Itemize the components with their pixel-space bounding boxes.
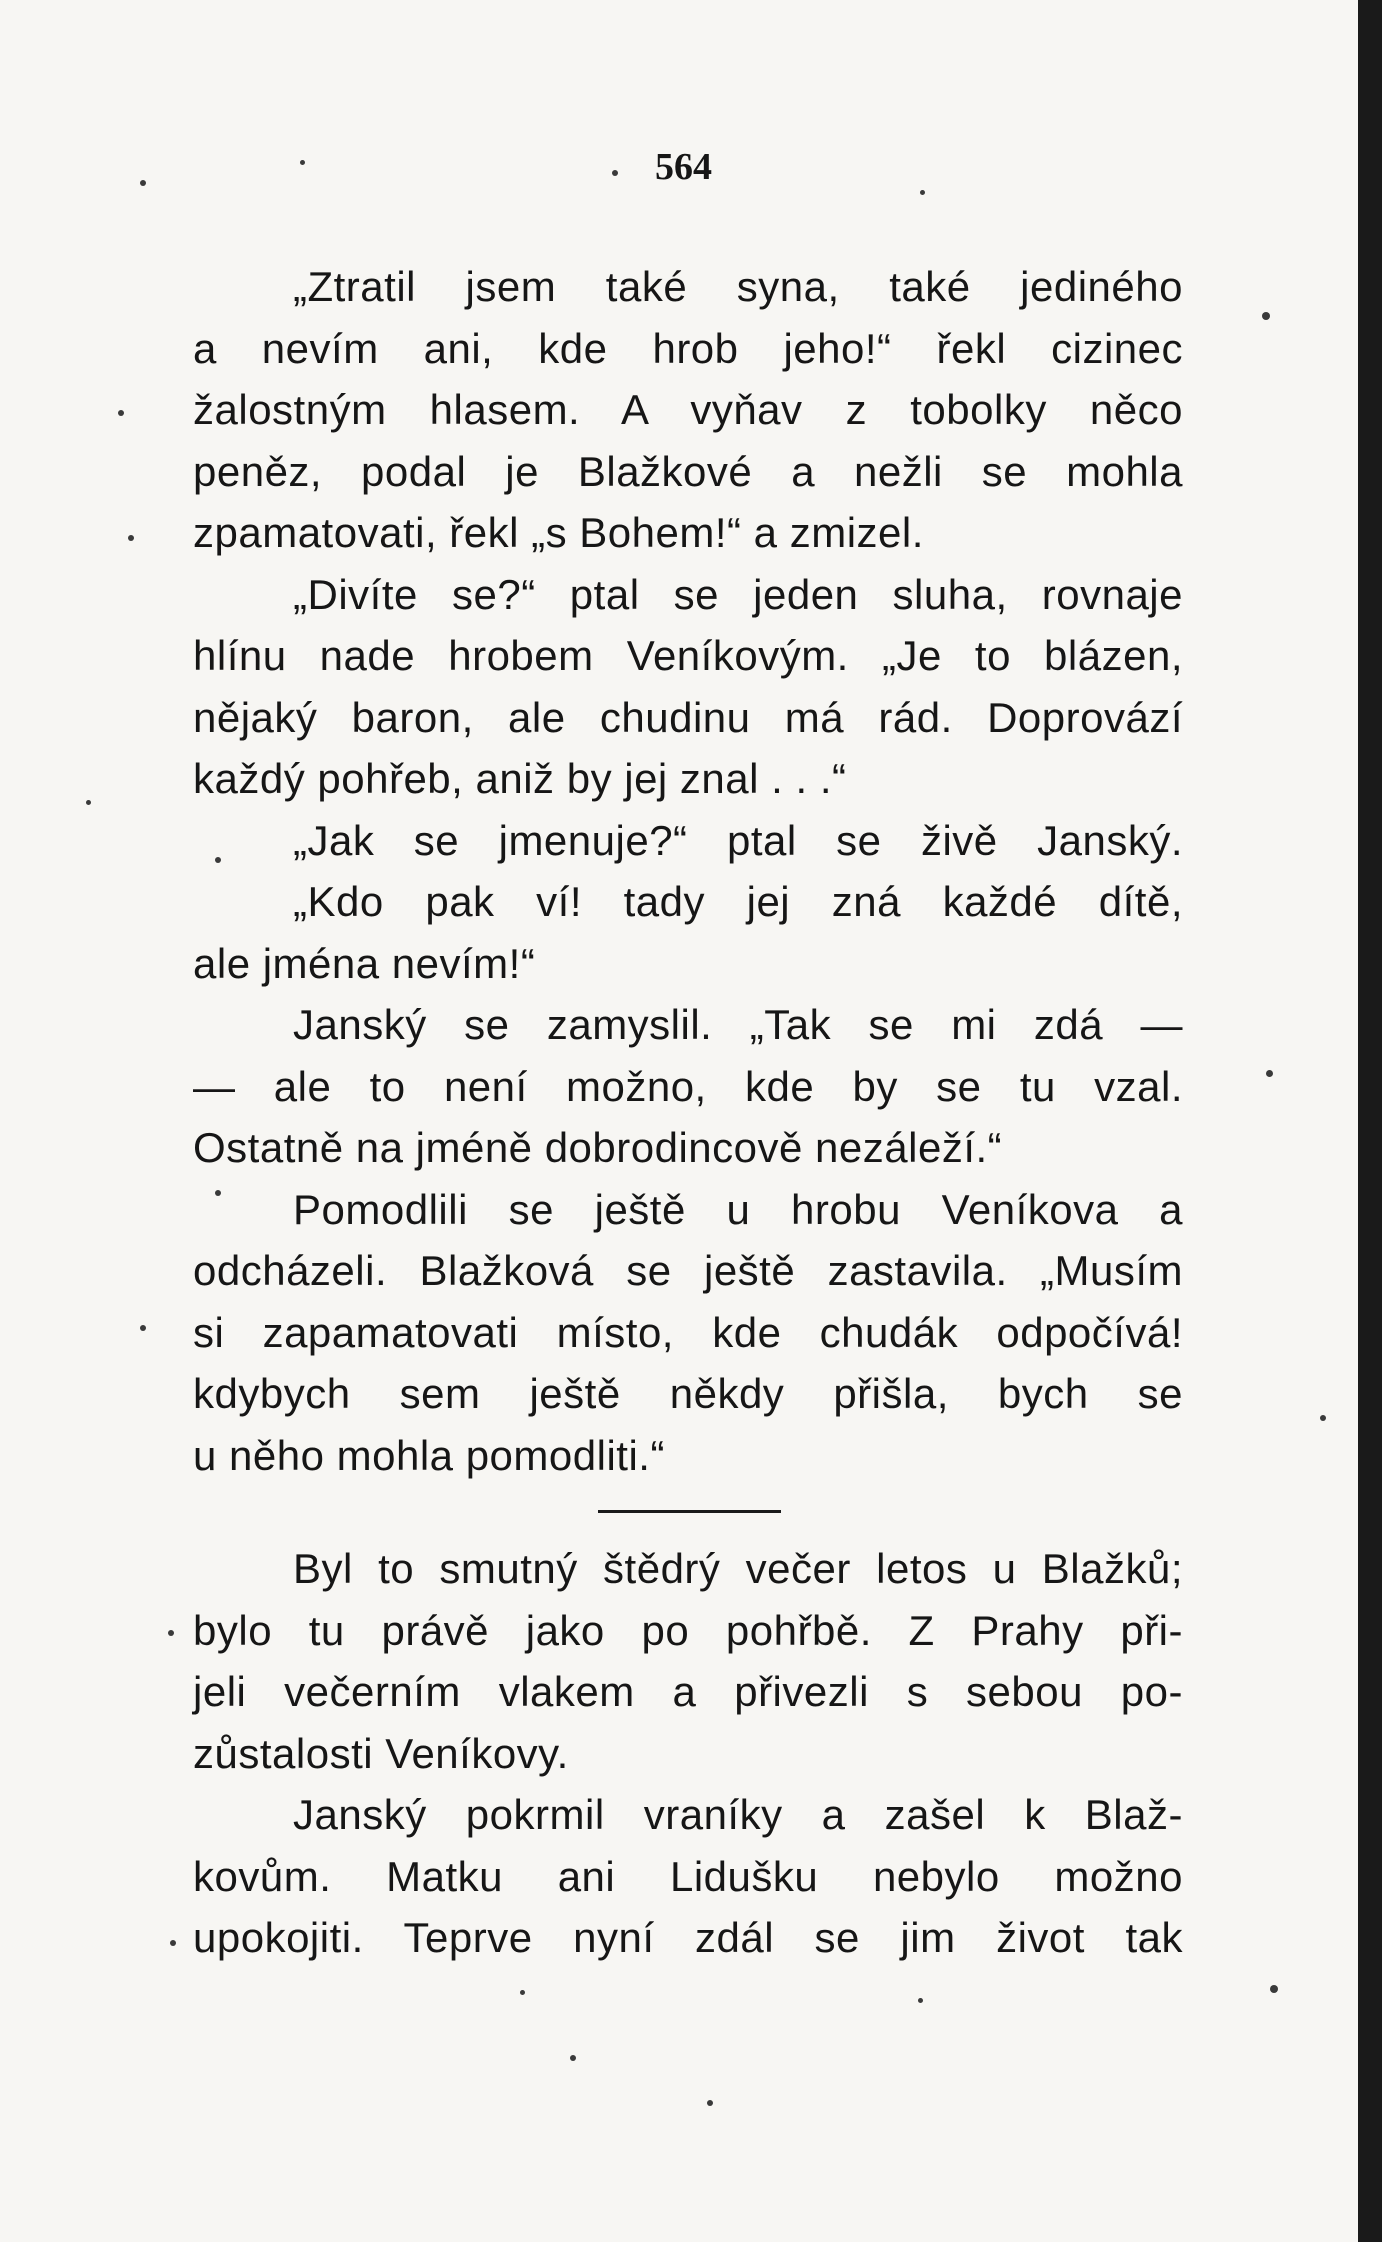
scan-speck (140, 180, 146, 186)
text-line: Ostatně na jméně dobrodincově nezáleží.“ (193, 1124, 1003, 1171)
text-line: kdybych sem ještě někdy přišla, bych se (193, 1370, 1183, 1417)
scan-speck (918, 1998, 923, 2003)
scan-speck (920, 190, 925, 195)
scan-speck (1266, 1070, 1273, 1077)
scan-edge (1358, 0, 1382, 2242)
scan-speck (215, 857, 221, 863)
text-line: odcházeli. Blažková se ještě zastavila. „Musím (193, 1247, 1183, 1294)
paragraph-block-bottom (193, 1538, 1183, 1969)
scan-speck (707, 2100, 713, 2106)
text-line: Byl to smutný štědrý večer letos u Blažků; (293, 1545, 1183, 1592)
text-line: zůstalosti Veníkovy. (193, 1729, 569, 1777)
page-number: 564 (655, 146, 712, 188)
scan-speck (168, 1630, 174, 1636)
scan-speck (215, 1190, 221, 1196)
text-line: kovům. Matku ani Lidušku nebylo možno (193, 1852, 1183, 1900)
scan-speck (86, 800, 91, 805)
paragraph-block-top (193, 256, 1183, 1486)
scan-speck (520, 1990, 525, 1995)
text-line: zpamatovati, řekl „s Bohem!“ a zmizel. (193, 509, 924, 556)
text-line: a nevím ani, kde hrob jeho!“ řekl cizinec (193, 324, 1183, 372)
scan-speck (118, 410, 124, 416)
text-line: u něho mohla pomodliti.“ (193, 1431, 665, 1479)
text-line: „Jak se jmenuje?“ ptal se živě Janský. (293, 816, 1183, 864)
scan-speck (128, 535, 134, 541)
text-line: — ale to není možno, kde by se tu vzal. (193, 1062, 1183, 1110)
scan-speck (570, 2055, 576, 2061)
text-line: hlínu nade hrobem Veníkovým. „Je to blázen, (193, 632, 1183, 679)
text-line: bylo tu právě jako po pohřbě. Z Prahy při- (193, 1606, 1183, 1654)
text-line: Janský se zamyslil. „Tak se mi zdá — (293, 1001, 1183, 1048)
text-line: si zapamatovati místo, kde chudák odpočívá! (193, 1308, 1183, 1356)
text-line: nějaký baron, ale chudinu má rád. Doprovází (193, 693, 1183, 741)
text-line: upokojiti. Teprve nyní zdál se jim život tak (193, 1914, 1183, 1961)
text-line: ale jména nevím!“ (193, 939, 536, 987)
scan-speck (1270, 1985, 1278, 1993)
scan-speck (140, 1325, 146, 1331)
text-line: peněz, podal je Blažkové a nežli se mohla (193, 447, 1183, 495)
scan-speck (612, 170, 618, 176)
text-line: „Divíte se?“ ptal se jeden sluha, rovnaje (293, 570, 1183, 618)
text-line: „Kdo pak ví! tady jej zná každé dítě, (293, 878, 1183, 925)
text-line: Janský pokrmil vraníky a zašel k Blaž- (293, 1791, 1183, 1838)
scan-speck (300, 160, 305, 165)
text-line: Pomodlili se ještě u hrobu Veníkova a (293, 1185, 1183, 1233)
text-line: „Ztratil jsem také syna, také jediného (293, 263, 1183, 310)
text-line: jeli večerním vlakem a přivezli s sebou po- (193, 1668, 1183, 1715)
scan-speck (170, 1940, 176, 1946)
scan-speck (1320, 1415, 1326, 1421)
scan-speck (1262, 312, 1270, 320)
text-line: každý pohřeb, aniž by jej znal . . .“ (193, 755, 847, 802)
section-separator (598, 1510, 781, 1513)
text-line: žalostným hlasem. A vyňav z tobolky něco (193, 386, 1183, 433)
